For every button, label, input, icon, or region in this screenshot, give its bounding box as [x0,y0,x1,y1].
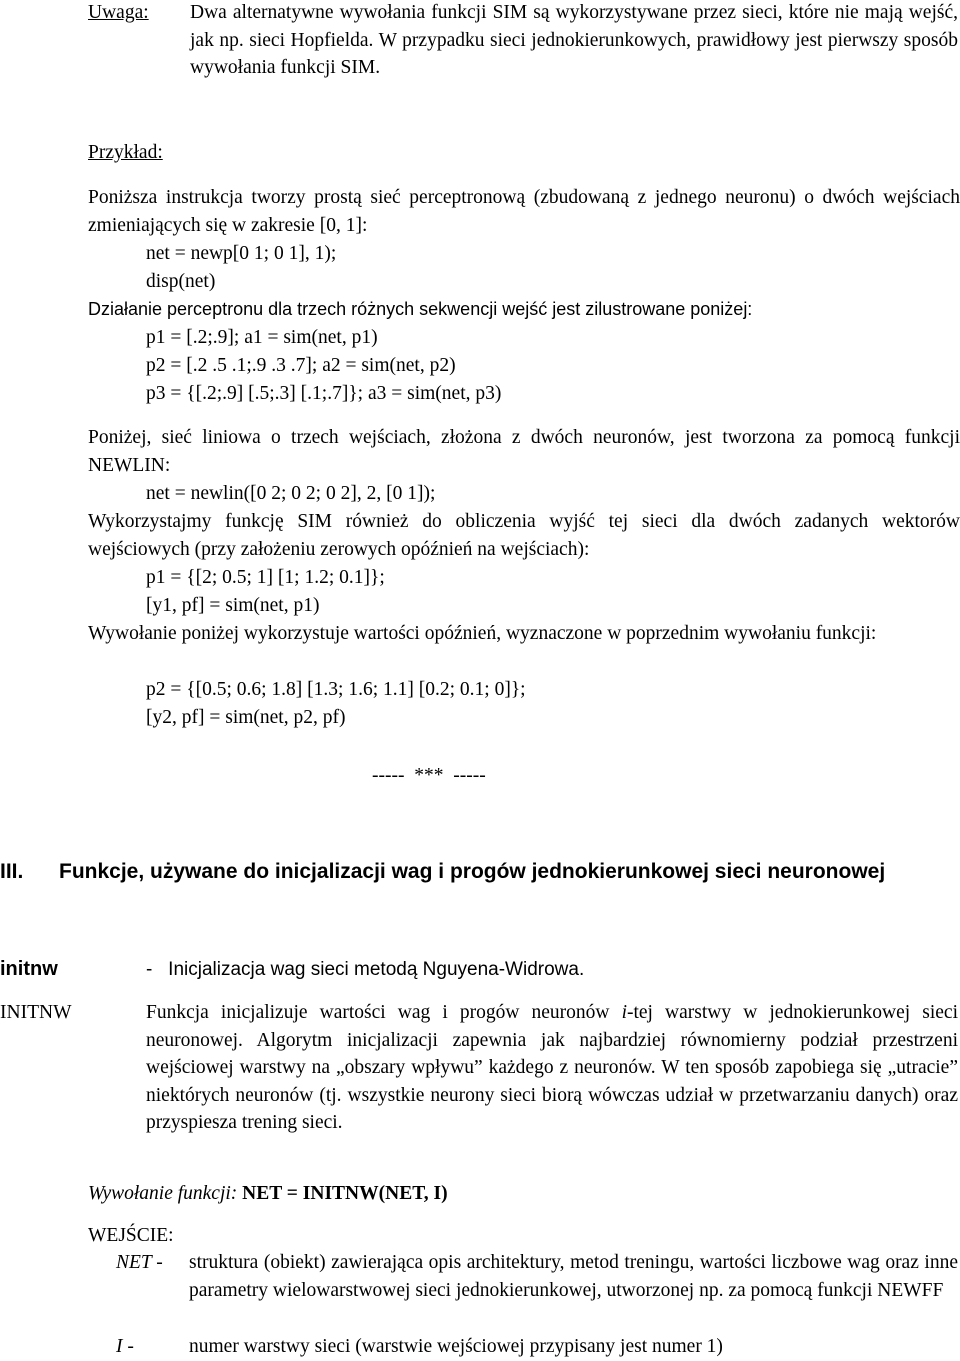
param-desc-i: numer warstwy sieci (warstwie wejściowej przypisany jest numer 1) [189,1336,723,1357]
code-p1: p1 = [.2;.9]; a1 = sim(net, p1) [146,327,378,348]
code-y2: [y2, pf] = sim(net, p2, pf) [146,707,346,728]
call-code: NET = INITNW(NET, I) [242,1183,448,1204]
code-p2: p2 = [.2 .5 .1;.9 .3 .7]; a2 = sim(net, p2) [146,355,456,376]
param-name-net: NET - [116,1252,163,1273]
input-label: WEJŚCIE: [88,1225,174,1246]
code-y1: [y1, pf] = sim(net, p1) [146,595,320,616]
example-intro: Poniższa instrukcja tworzy prostą sieć perceptronową (zbudowaną z jednego neuronu) o dwóch wejściach zmieniających się w zakresie [0, 1]: [88,187,960,236]
param-name-i: I - [116,1336,134,1357]
function-summary: - Inicjalizacja wag sieci metodą Nguyena-Widrowa. [146,959,585,980]
sim-text: Wykorzystajmy funkcję SIM również do obliczenia wyjść tej sieci dla dwóch zadanych wektorów wejściowych (przy założeniu zerowych opóźnień na wejściach): [88,511,960,560]
perceptron-text: Działanie perceptronu dla trzech różnych sekwencji wejść jest zilustrowane poniżej: [88,299,753,319]
code-disp: disp(net) [146,271,216,292]
function-description: Funkcja inicjalizuje wartości wag i progów neuronów i-tej warstwy w jednokierunkowej sieci neuronowej. Algorytm inicjalizacji zapewnia jak najbardziej równomierny podział przestrzeni wejściowej warstwy na „obszary wpływu” każdego z neuronów. W ten sposób zapobiega się „utracie” niektórych neuronów (tj. wszystkie neurony sieci biorą wówczas udział w przetwarzaniu danych) oraz przyspiesza trening sieci. [146,1002,958,1133]
delay-text: Wywołanie poniżej wykorzystuje wartości opóźnień, wyznaczone w poprzednim wywołaniu funkcji: [88,623,877,644]
linear-text: Poniżej, sieć liniowa o trzech wejściach, złożona z dwóch neuronów, jest tworzona za pomocą funkcji NEWLIN: [88,427,960,476]
code-newlin: net = newlin([0 2; 0 2; 0 2], 2, [0 1]); [146,483,436,504]
separator: ----- *** ----- [372,765,486,786]
note-text: Dwa alternatywne wywołania funkcji SIM są wykorzystywane przez sieci, które nie mają wejść, jak np. sieci Hopfielda. W przypadku sieci jednokierunkowych, prawidłowy jest pierwszy sposób wywołania funkcji SIM. [190,2,958,78]
section-title: Funkcje, używane do inicjalizacji wag i progów jednokierunkowej sieci neuronowej [59,860,886,883]
call-label: Wywołanie funkcji: [88,1183,238,1204]
section-number: III. [0,860,24,883]
function-name-upper: INITNW [0,1002,72,1023]
code-p1b: p1 = {[2; 0.5; 1] [1; 1.2; 0.1]}; [146,567,385,588]
call-line [88,1180,448,1208]
param-desc-net: struktura (obiekt) zawierająca opis architektury, metod treningu, wartości liczbowe wag oraz inne parametry wielowarstwowej sieci jednokierunkowej, utworzonej np. za pomocą funkcji NEWFF [189,1252,958,1301]
code-newp: net = newp[0 1; 0 1], 1); [146,243,337,264]
function-name: initnw [0,958,58,980]
code-p3: p3 = {[.2;.9] [.5;.3] [.1;.7]}; a3 = sim(net, p3) [146,383,502,404]
note-label: Uwaga: [88,2,149,23]
example-label: Przykład: [88,142,163,163]
code-p2b: p2 = {[0.5; 0.6; 1.8] [1.3; 1.6; 1.1] [0.2; 0.1; 0]}; [146,679,526,700]
